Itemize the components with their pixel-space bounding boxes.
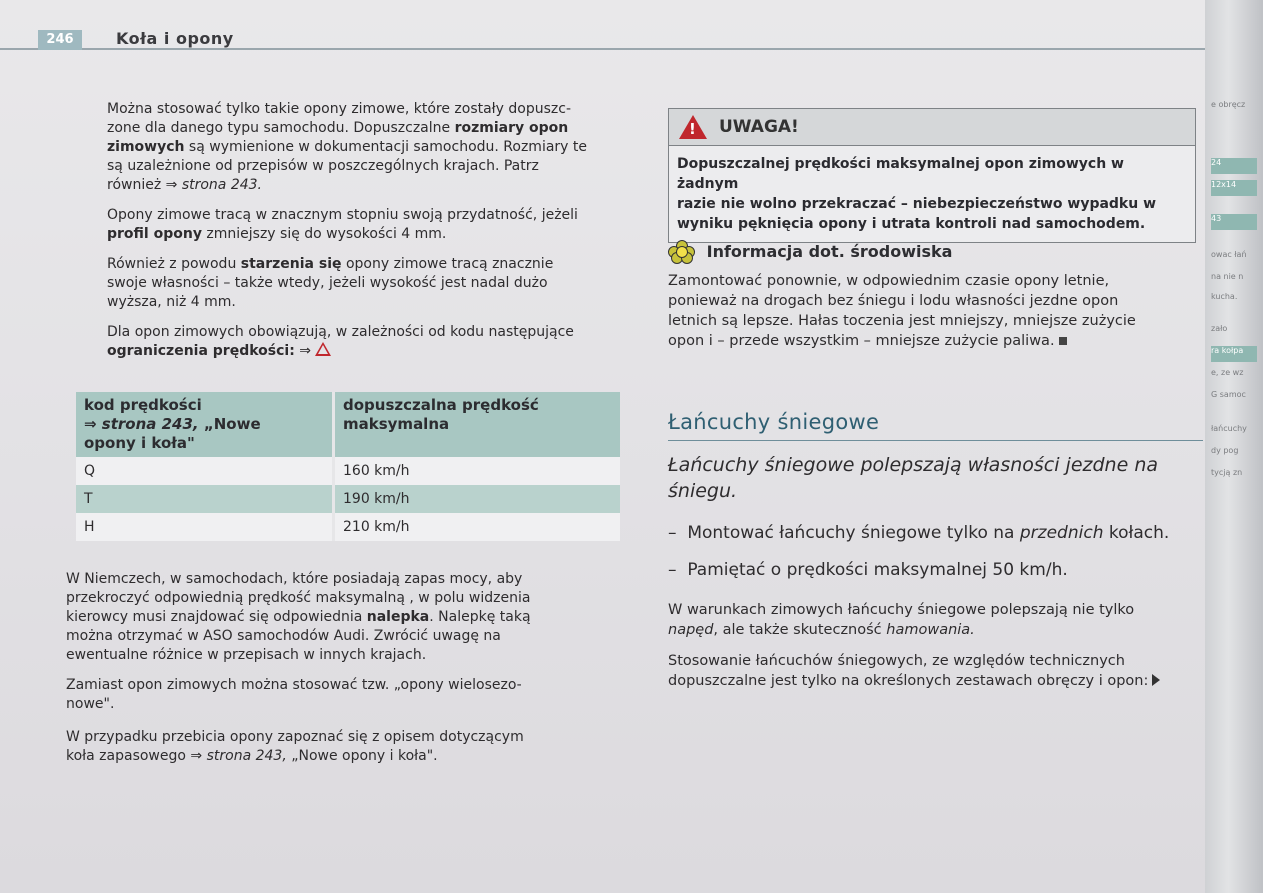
- text: również ⇒: [107, 177, 182, 193]
- arrow-text: ⇒: [294, 343, 316, 359]
- text: wyniku pęknięcia opony i utrata kontroli nad samochodem.: [677, 216, 1146, 232]
- text: wyższa, niż 4 mm.: [107, 294, 236, 310]
- text: Dla opon zimowych obowiązują, w zależności od kodu następujące: [107, 324, 574, 340]
- italic-text: napęd: [668, 622, 714, 638]
- paragraph-ageing: [107, 255, 627, 312]
- bold-text: profil opony: [107, 226, 202, 242]
- text: dopuszczalne jest tylko na określonych zestawach obręczy i opon:: [668, 673, 1149, 689]
- text: opony i koła": [84, 434, 195, 452]
- bold-text: zimowych: [107, 139, 185, 155]
- text: Zamiast opon zimowych można stosować tzw. „opony wielosezo-: [66, 677, 522, 693]
- continue-arrow-icon: [1152, 674, 1160, 686]
- edge-text: tycją zn: [1211, 468, 1243, 477]
- paragraph-winter-tyres: [107, 100, 627, 195]
- page-reference-link[interactable]: strona 243.: [181, 177, 263, 193]
- paragraph-all-season: [66, 676, 626, 714]
- text: ponieważ na drogach bez śniegu i lodu własności jezdne opon: [668, 293, 1119, 309]
- paragraph-sticker: [66, 570, 626, 665]
- edge-text: e obręcz: [1211, 100, 1246, 109]
- environment-note-header: [668, 240, 1198, 263]
- speed-code: H: [76, 513, 334, 541]
- speed-value: 160 km/h: [334, 457, 621, 485]
- text: „Nowe: [198, 415, 261, 433]
- text: kierowcy musi znajdować się odpowiednia: [66, 609, 367, 625]
- text: W Niemczech, w samochodach, które posiadają zapas mocy, aby: [66, 571, 523, 587]
- table-header-row: [76, 392, 620, 457]
- text: można otrzymać w ASO samochodów Audi. Zwrócić uwagę na: [66, 628, 501, 644]
- text: są uzależnione od przepisów w poszczególnych krajach. Patrz: [107, 158, 539, 174]
- text: razie nie wolno przekraczać – niebezpieczeństwo wypadku w: [677, 196, 1157, 212]
- text: Stosowanie łańcuchów śniegowych, ze względów technicznych: [668, 653, 1125, 669]
- table-header-speed: dopuszczalna prędkość maksymalna: [334, 392, 621, 457]
- paragraph-technical: [668, 651, 1208, 691]
- flower-icon: [668, 240, 694, 262]
- text: śniegu.: [668, 480, 738, 502]
- chapter-title: Koła i opony: [116, 29, 234, 48]
- table-header-code: [76, 392, 334, 457]
- text: ewentualne różnice w przepisach w innych krajach.: [66, 647, 427, 663]
- text: przekroczyć odpowiednią prędkość maksymalną , w polu widzenia: [66, 590, 531, 606]
- text: Zamontować ponownie, w odpowiednim czasie opony letnie,: [668, 273, 1110, 289]
- speed-table: [76, 392, 620, 541]
- list-item: – Pamiętać o prędkości maksymalnej 50 km/h.: [668, 560, 1068, 580]
- environment-note: [668, 240, 1198, 351]
- snow-chains-lead: [668, 452, 1208, 504]
- text: Dopuszczalnej prędkości maksymalnej opon zimowych w żadnym: [677, 156, 1124, 192]
- edge-text: kucha.: [1211, 292, 1238, 301]
- text: są wymienione w dokumentacji samochodu. Rozmiary te: [184, 139, 588, 155]
- left-column: [107, 100, 627, 372]
- text: Łańcuchy śniegowe polepszają własności jezdne na: [668, 454, 1159, 476]
- text: kołach.: [1103, 523, 1170, 543]
- text: opony zimowe tracą znacznie: [341, 256, 554, 272]
- italic-text: przednich: [1019, 523, 1104, 543]
- text: Pamiętać o prędkości maksymalnej 50 km/h.: [687, 560, 1068, 580]
- text: . Nalepkę taką: [429, 609, 531, 625]
- edge-text: G samoc: [1211, 390, 1246, 399]
- edge-tab: 24: [1211, 158, 1257, 174]
- left-column-lower: [66, 570, 626, 777]
- table-row: [76, 513, 620, 541]
- page-number: 246: [38, 30, 82, 50]
- list-item: – Montować łańcuchy śniegowe tylko na przednich kołach.: [668, 523, 1170, 543]
- warning-title: UWAGA!: [719, 117, 799, 137]
- text: , ale także skuteczność: [713, 622, 887, 638]
- text: ⇒: [84, 415, 102, 433]
- text: koła zapasowego ⇒: [66, 748, 207, 764]
- text: Również z powodu: [107, 256, 241, 272]
- page-reference-link[interactable]: strona 243,: [101, 415, 199, 433]
- paragraph-spare-wheel: [66, 728, 626, 766]
- text: nowe".: [66, 696, 115, 712]
- edge-text: łańcuchy: [1211, 424, 1247, 433]
- bold-text: ograniczenia prędkości:: [107, 343, 295, 359]
- speed-code: Q: [76, 457, 334, 485]
- edge-tab: 12x14: [1211, 180, 1257, 196]
- text: kod prędkości: [84, 396, 202, 414]
- text: zmniejszy się do wysokości 4 mm.: [201, 226, 447, 242]
- bold-text: nalepka: [366, 609, 430, 625]
- text: „Nowe opony i koła".: [286, 748, 438, 764]
- speed-value: 210 km/h: [334, 513, 621, 541]
- page-reference-link[interactable]: strona 243,: [206, 748, 287, 764]
- environment-note-title: Informacja dot. środowiska: [706, 242, 953, 261]
- italic-text: hamowania.: [886, 622, 975, 638]
- table-row: [76, 457, 620, 485]
- text: W warunkach zimowych łańcuchy śniegowe polepszają nie tylko: [668, 602, 1135, 618]
- edge-text: owac łań: [1211, 250, 1247, 259]
- text: Można stosować tylko takie opony zimowe, które zostały dopuszc-: [107, 101, 571, 117]
- speed-code: T: [76, 485, 334, 513]
- text: Opony zimowe tracą w znacznym stopniu swoją przydatność, jeżeli: [107, 207, 578, 223]
- speed-value: 190 km/h: [334, 485, 621, 513]
- text: Montować łańcuchy śniegowe tylko na: [687, 523, 1020, 543]
- text: zone dla danego typu samochodu. Dopuszczalne: [107, 120, 455, 136]
- speed-table-wrapper: [76, 392, 620, 541]
- warning-box: [668, 108, 1196, 243]
- section-title: Łańcuchy śniegowe: [668, 410, 1203, 441]
- text: letnich są lepsze. Hałas toczenia jest mniejszy, mniejsze zużycie: [668, 313, 1136, 329]
- text: W przypadku przebicia opony zapoznać się z opisem dotyczącym: [66, 729, 524, 745]
- next-page-edge: [1205, 0, 1263, 893]
- text: opon i – przede wszystkim – mniejsze zużycie paliwa.: [668, 333, 1055, 349]
- warning-text: [669, 146, 1195, 242]
- warning-icon[interactable]: [315, 342, 331, 356]
- table-row: [76, 485, 620, 513]
- paragraph-speed-limits: [107, 323, 627, 361]
- edge-text: e, ze wz: [1211, 368, 1244, 377]
- paragraph-tread-depth: [107, 206, 627, 244]
- warning-icon: [679, 115, 707, 139]
- warning-header: [669, 109, 1195, 146]
- section-end-icon: [1059, 337, 1067, 345]
- bold-text: starzenia się: [240, 256, 342, 272]
- edge-tab: ra kołpa: [1211, 346, 1257, 362]
- snow-chains-content: [668, 452, 1208, 702]
- paragraph-winter-conditions: [668, 600, 1208, 640]
- edge-tab: 43: [1211, 214, 1257, 230]
- edge-text: dy pog: [1211, 446, 1239, 455]
- edge-text: na nie n: [1211, 272, 1244, 281]
- bold-text: rozmiary opon: [454, 120, 569, 136]
- edge-text: zało: [1211, 324, 1228, 333]
- text: swoje własności – także wtedy, jeżeli wysokość jest nadal dużo: [107, 275, 548, 291]
